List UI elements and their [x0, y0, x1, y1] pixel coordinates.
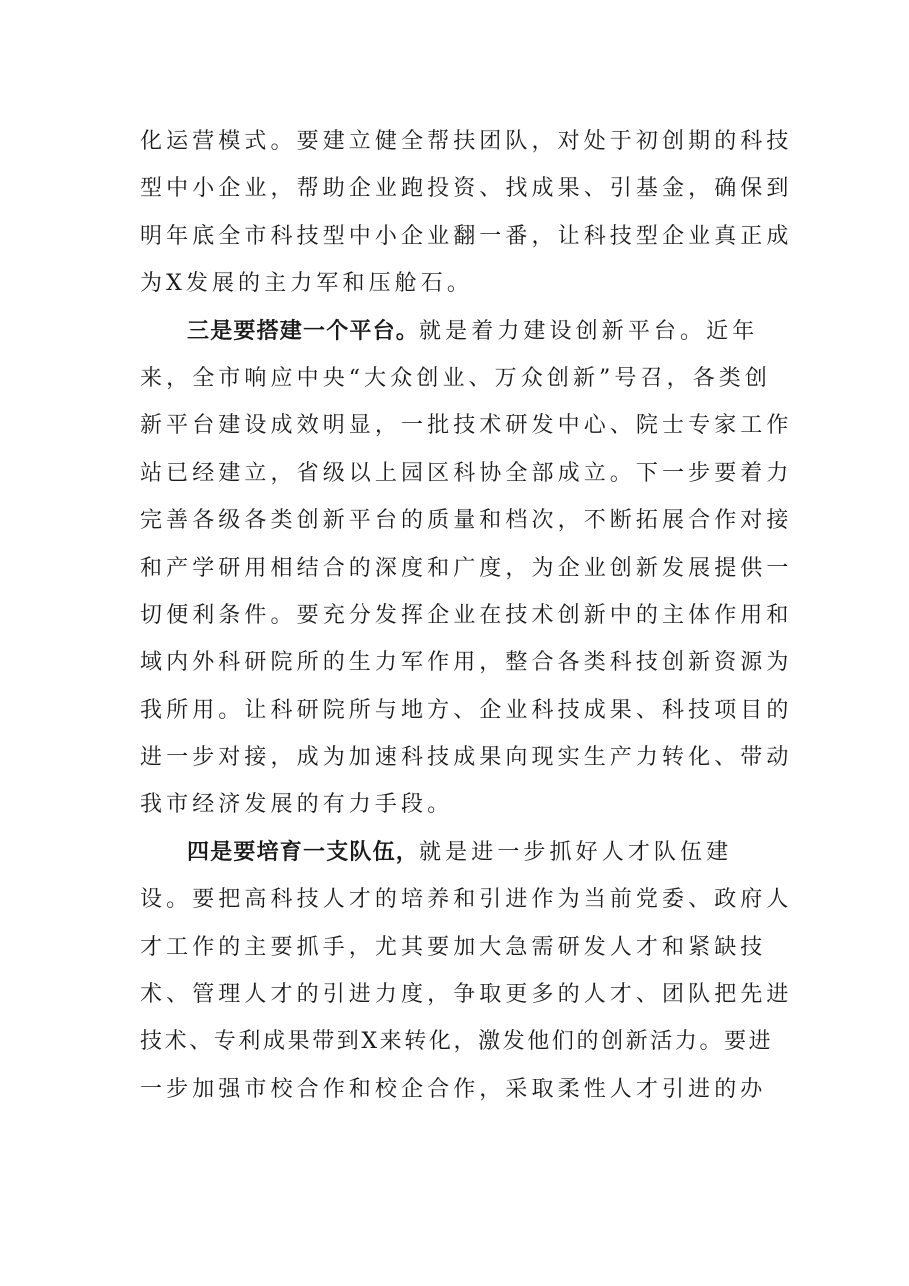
heading-line-text: 就是着力建设创新平台。近年	[419, 318, 759, 344]
text-line: 术、管理人才的引进力度，争取更多的人才、团队把先进	[140, 982, 793, 1008]
text-line: 站已经建立，省级以上园区科协全部成立。下一步要着力	[140, 460, 793, 486]
text-line: 型中小企业，帮助企业跑投资、找成果、引基金，确保到	[140, 176, 793, 202]
text-line: 为X发展的主力军和压舱石。	[140, 271, 473, 297]
text-line: 技术、专利成果带到X来转化，激发他们的创新活力。要进	[140, 1029, 774, 1055]
text-line: 我市经济发展的有力手段。	[140, 792, 454, 818]
text-line: 明年底全市科技型中小企业翻一番，让科技型企业真正成	[140, 223, 793, 249]
document-body	[140, 118, 793, 1113]
text-line: 完善各级各类创新平台的质量和档次，不断拓展合作对接	[140, 508, 793, 534]
paragraph-heading-line	[140, 829, 780, 876]
paragraph-heading: 四是要培育一支队伍，	[187, 839, 420, 865]
text-line: 来，全市响应中央“大众创业、万众创新”号召，各类创	[140, 365, 771, 391]
text-line: 新平台建设成效明显，一批技术研发中心、院士专家工作	[140, 413, 793, 439]
text-line: 切便利条件。要充分发挥企业在技术创新中的主体作用和	[140, 602, 793, 628]
text-line: 我所用。让科研院所与地方、企业科技成果、科技项目的	[140, 697, 793, 723]
text-line: 设。要把高科技人才的培养和引进作为当前党委、政府人	[140, 887, 793, 913]
text-line: 才工作的主要抓手，尤其要加大急需研发人才和紧缺技	[140, 934, 767, 960]
heading-line-text: 就是进一步抓好人才队伍建	[419, 839, 733, 865]
text-line: 和产学研用相结合的深度和广度，为企业创新发展提供一	[140, 555, 793, 581]
text-line: 进一步对接，成为加速科技成果向现实生产力转化、带动	[140, 745, 793, 771]
text-line: 域内外科研院所的生力军作用，整合各类科技创新资源为	[140, 650, 793, 676]
text-line: 一步加强市校合作和校企合作，采取柔性人才引进的办	[140, 1076, 767, 1102]
paragraph-heading: 三是要搭建一个平台。	[187, 318, 420, 344]
paragraph-heading-line	[140, 308, 780, 355]
text-line: 化运营模式。要建立健全帮扶团队，对处于初创期的科技	[140, 129, 793, 154]
